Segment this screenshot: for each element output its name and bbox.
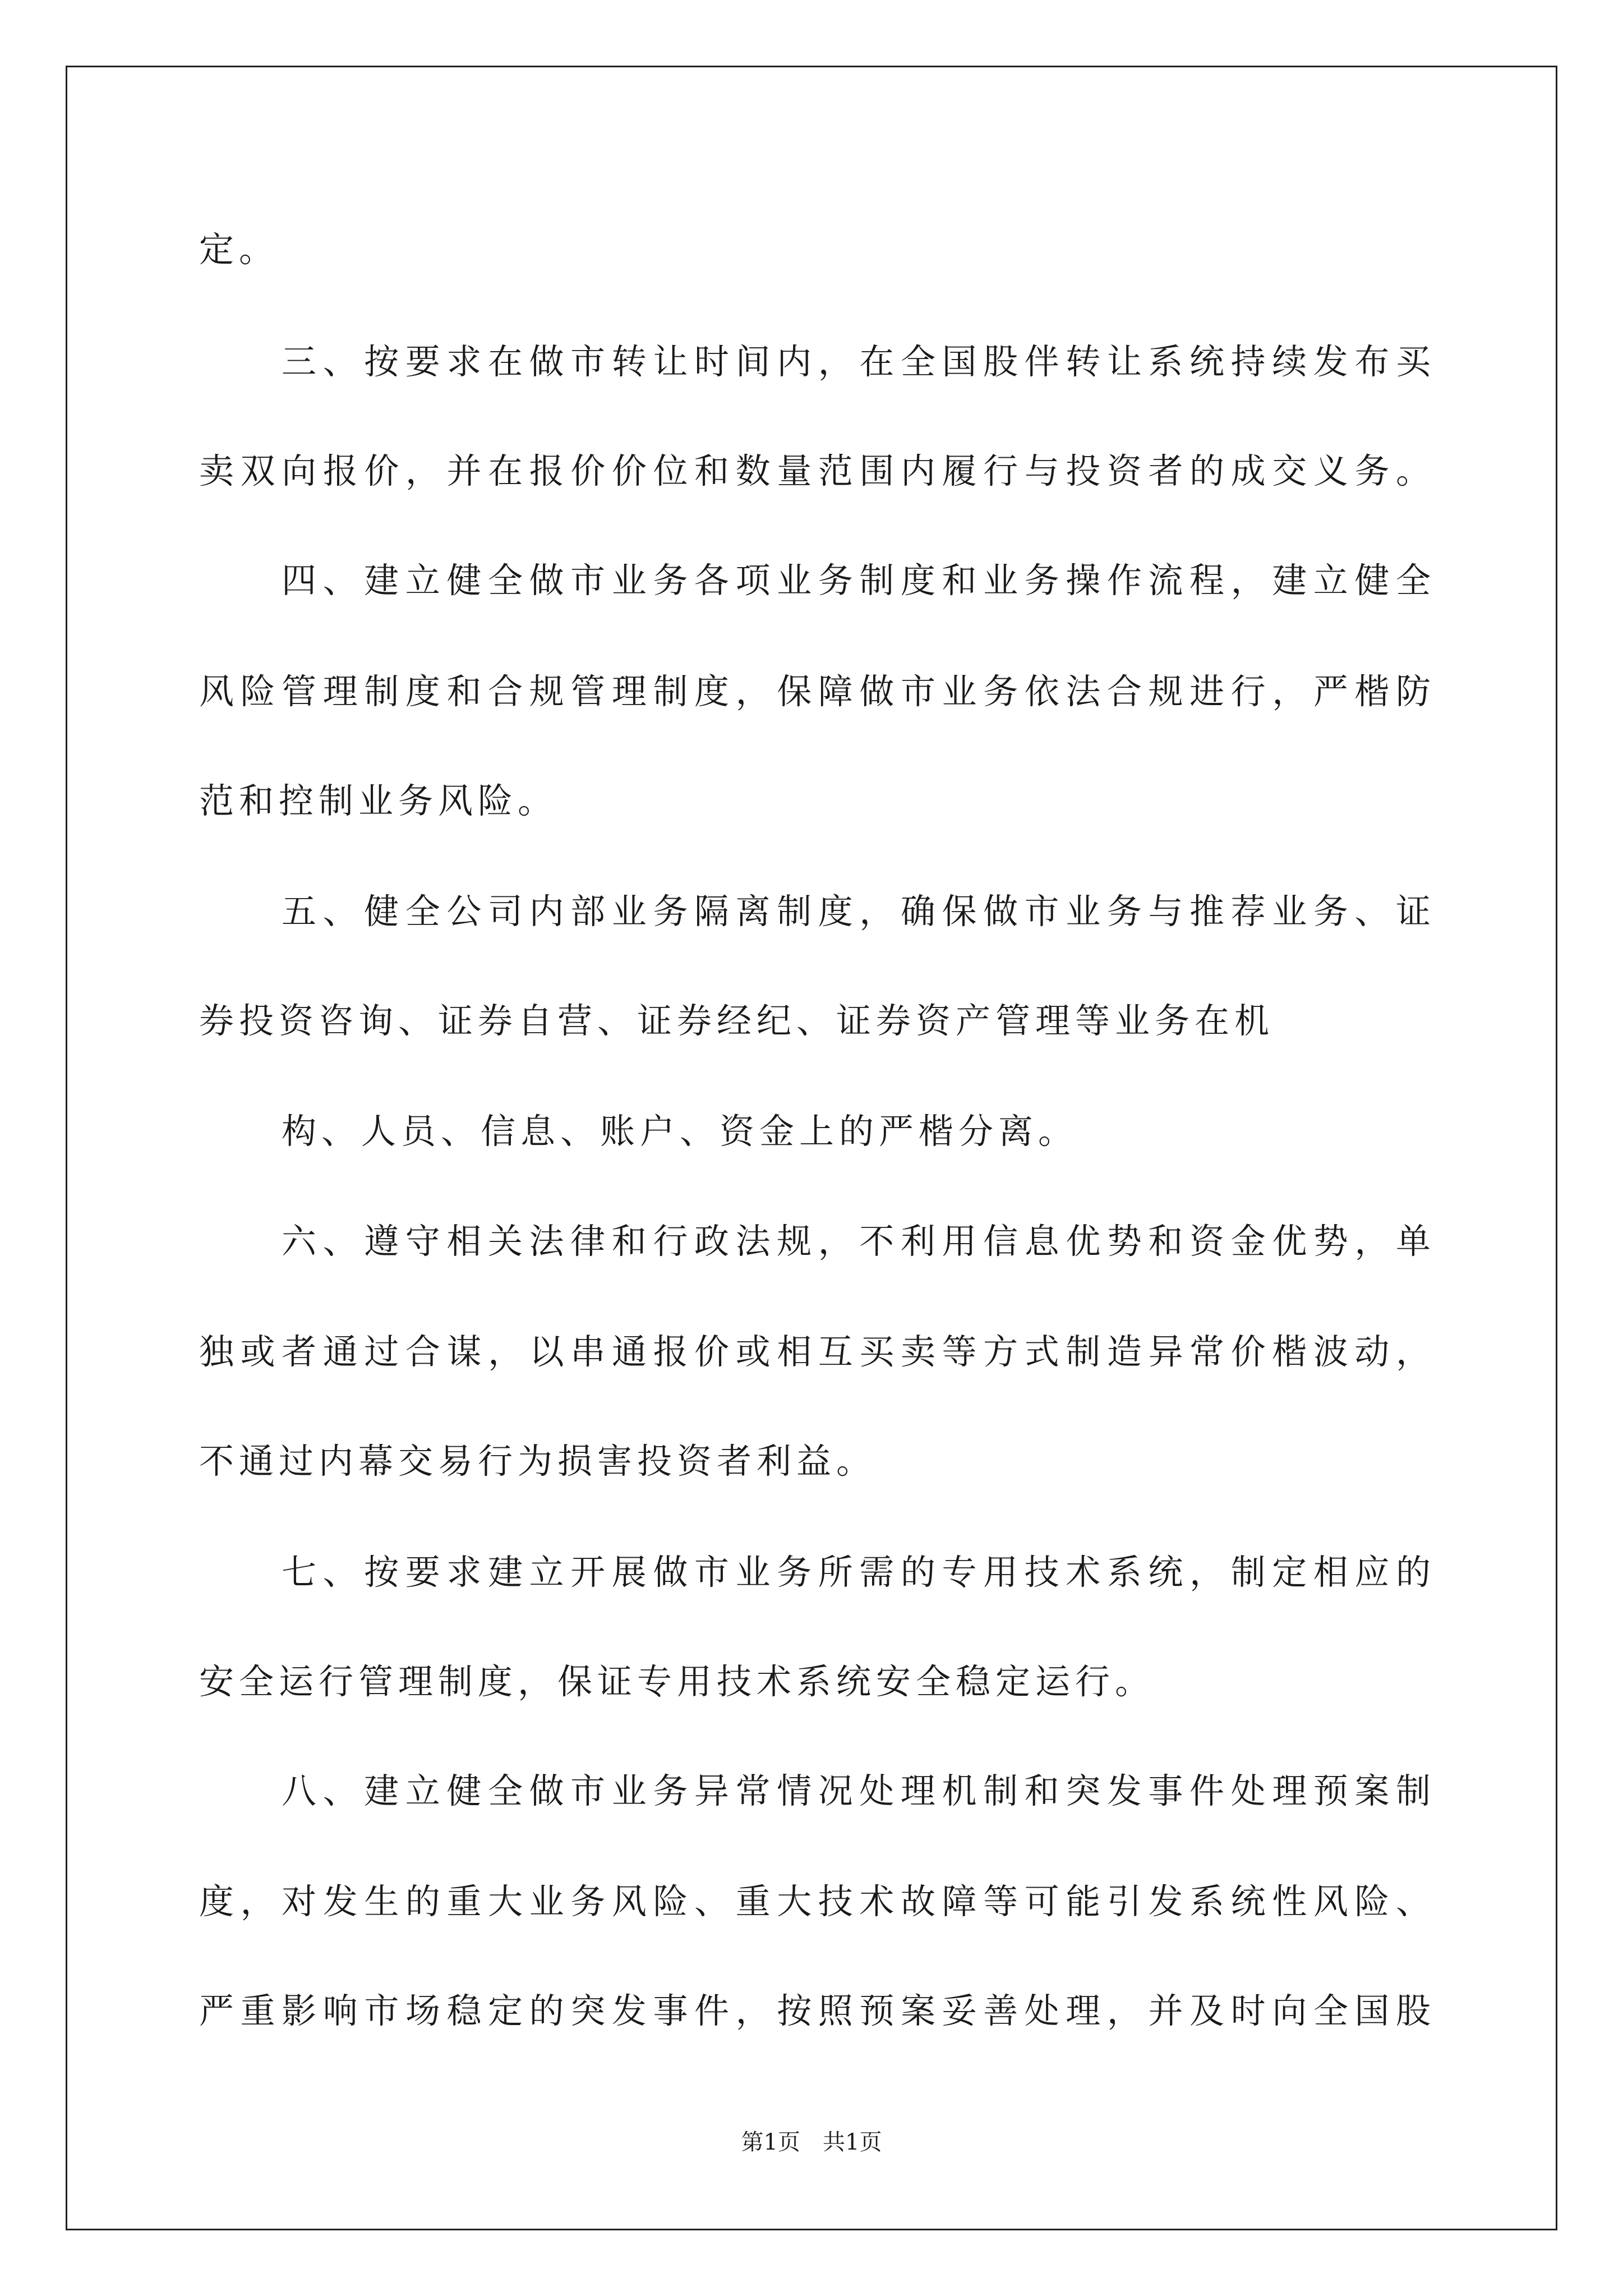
text-line: 定。 [199, 229, 279, 270]
text-line: 构、人员、信息、账户、资金上的严楷分离。 [282, 1111, 1078, 1152]
text-line: 五、健全公司内部业务隔离制度，确保做市业务与推荐业务、证 [282, 891, 1431, 932]
text-line: 不通过内幕交易行为损害投资者利益。 [199, 1441, 877, 1481]
text-line: 券投资咨询、证券自营、证券经纪、证券资产管理等业务在机 [199, 1000, 1275, 1041]
text-line: 卖双向报价，并在报价价位和数量范围内履行与投资者的成交义务。 [199, 450, 1431, 491]
text-line: 八、建立健全做市业务异常情况处理机制和突发事件处理预案制 [282, 1770, 1431, 1811]
text-line: 安全运行管理制度，保证专用技术系统安全稳定运行。 [199, 1661, 1155, 1702]
page-footer: 第1页 共1页 [741, 2129, 882, 2155]
text-line: 范和控制业务风险。 [199, 780, 558, 821]
text-line: 风险管理制度和合规管理制度，保障做市业务依法合规进行，严楷防 [199, 671, 1431, 712]
text-line: 独或者通过合谋，以串通报价或相互买卖等方式制造异常价楷波动， [199, 1331, 1431, 1372]
text-line: 四、建立健全做市业务各项业务制度和业务操作流程，建立健全 [282, 560, 1431, 601]
text-line: 七、按要求建立开展做市业务所需的专用技术系统，制定相应的 [282, 1552, 1431, 1593]
text-line: 度，对发生的重大业务风险、重大技术故障等可能引发系统性风险、 [199, 1881, 1431, 1922]
text-line: 三、按要求在做市转让时间内，在全国股伴转让系统持续发布买 [282, 341, 1431, 382]
text-line: 严重影响市场稳定的突发事件，按照预案妥善处理，并及时向全国股 [199, 1990, 1431, 2031]
text-line: 六、遵守相关法律和行政法规，不利用信息优势和资金优势，单 [282, 1221, 1431, 1262]
